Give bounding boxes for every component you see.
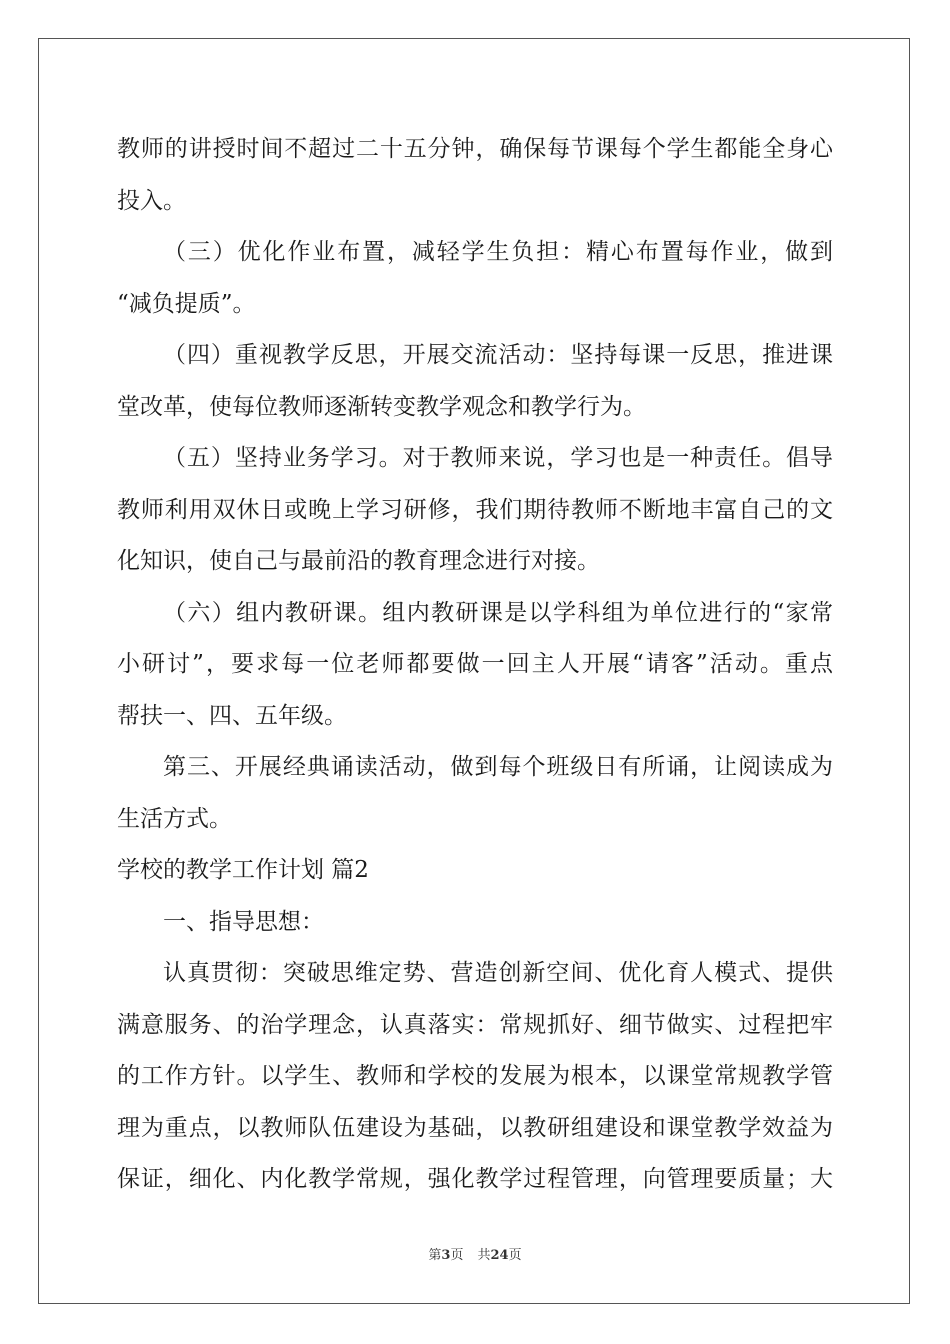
text-line: 学校的教学工作计划 篇2: [117, 857, 369, 883]
document-body: [117, 124, 833, 1206]
text-line: （五）坚持业务学习。对于教师来说，学习也是一种责任。倡导: [163, 445, 833, 471]
text-line: 化知识，使自己与最前沿的教育理念进行对接。: [117, 548, 600, 574]
text-line: 教师利用双休日或晚上学习研修，我们期待教师不断地丰富自己的文: [117, 496, 833, 523]
text-line: 帮扶一、四、五年级。: [117, 702, 347, 729]
text-line: 保证，细化、内化教学常规，强化教学过程管理，向管理要质量；大: [117, 1166, 833, 1192]
text-line: 生活方式。: [117, 805, 232, 832]
text-line: 一、指导思想：: [163, 908, 324, 935]
text-line: （三）优化作业布置，减轻学生负担：精心布置每作业，做到: [163, 239, 833, 265]
text-line: （四）重视教学反思，开展交流活动：坚持每课一反思，推进课: [163, 342, 833, 368]
page-footer: [0, 1244, 950, 1263]
page-total-prefix: 共: [477, 1248, 491, 1263]
page-number-suffix: 页: [450, 1248, 464, 1263]
text-line: 教师的讲授时间不超过二十五分钟，确保每节课每个学生都能全身心: [117, 136, 833, 162]
text-line: 投入。: [117, 187, 186, 214]
text-line: “减负提质”。: [117, 290, 256, 317]
text-line: （六）组内教研课。组内教研课是以学科组为单位进行的“家常: [163, 599, 833, 626]
text-line: 的工作方针。以学生、教师和学校的发展为根本，以课堂常规教学管: [117, 1063, 833, 1089]
text-line: 堂改革，使每位教师逐渐转变教学观念和教学行为。: [117, 393, 646, 420]
page-number-current: 3: [441, 1248, 451, 1263]
text-line: 满意服务、的治学理念，认真落实：常规抓好、细节做实、过程把牢: [117, 1011, 833, 1038]
page-number-prefix: 第: [428, 1248, 442, 1263]
text-line: 认真贯彻：突破思维定势、营造创新空间、优化育人模式、提供: [163, 960, 833, 986]
text-line: 小研讨”，要求每一位老师都要做一回主人开展“请客”活动。重点: [117, 651, 833, 677]
text-line: 理为重点，以教师队伍建设为基础，以教研组建设和课堂教学效益为: [117, 1114, 833, 1141]
text-line: 第三、开展经典诵读活动，做到每个班级日有所诵，让阅读成为: [163, 754, 833, 780]
page-total-suffix: 页: [508, 1248, 522, 1263]
page-number-total: 24: [490, 1248, 509, 1263]
